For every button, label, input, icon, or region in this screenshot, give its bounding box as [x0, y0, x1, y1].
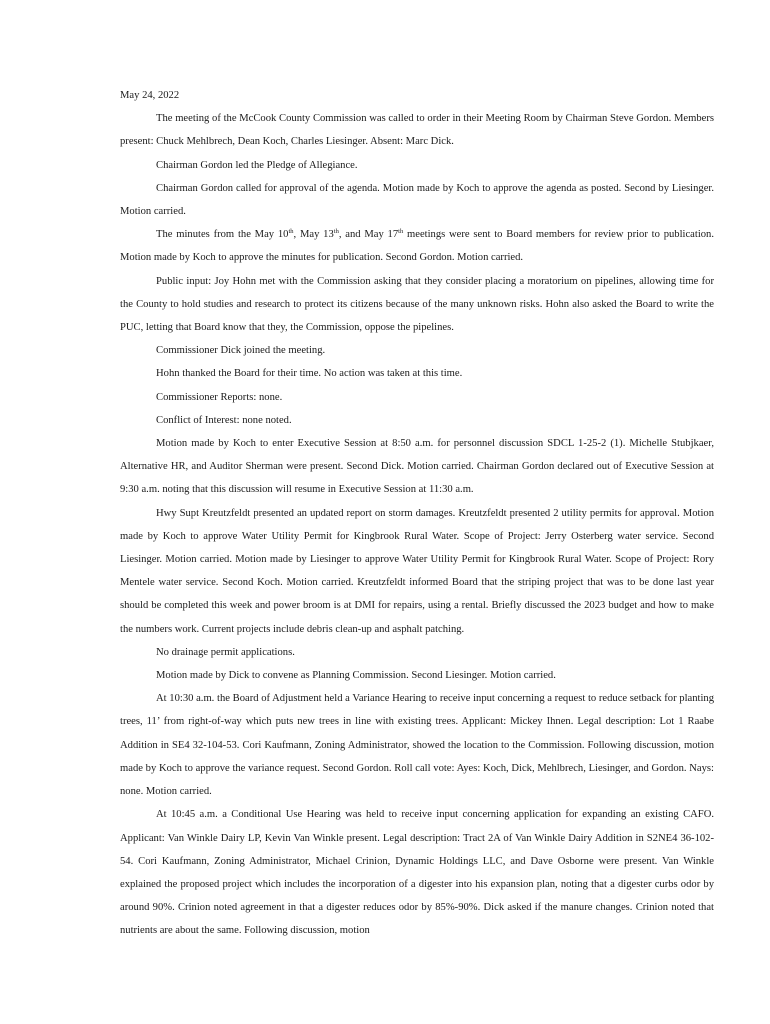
paragraph-planning-commission: Motion made by Dick to convene as Planning Commission. Second Liesinger. Motion carried. — [156, 670, 556, 682]
paragraph-executive-session: Motion made by Koch to enter Executive Session at 8:50 a.m. for personnel discussion SDCL 1-25-2 (1). Michelle Stubjkaer, Alternative HR, and Auditor Sherman were present. Second Dick. Motion carried. Chairman Gordon declared out of Executive Session at 9:30 a.m. noting that this discussion will resume in Executive Session at 11:30 a.m. — [120, 438, 714, 496]
paragraph-minutes — [120, 223, 714, 269]
minutes-text-b: , May 13 — [293, 229, 334, 241]
paragraph-hohn-thanked: Hohn thanked the Board for their time. No action was taken at this time. — [156, 368, 463, 380]
document-page — [120, 84, 714, 943]
paragraph-conflict-of-interest: Conflict of Interest: none noted. — [156, 414, 292, 426]
minutes-sup-b: th — [333, 227, 339, 235]
paragraph-highway-report: Hwy Supt Kreutzfeldt presented an updated report on storm damages. Kreutzfeldt presented 2 utility permits for approval. Motion made by Koch to approve Water Utility Permit for Kingbrook Rural Water. Scope of Project: Jerry Osterberg water service. Second Liesinger. Motion carried. Motion made by Liesinger to approve Water Utility Permit for Kingbrook Rural Water. Scope of Project: Rory Mentele water service. Second Koch. Motion carried. Kreutzfeldt informed Board that the striping project that was to be done last year should be completed this week and power broom is at DMI for repairs, using a rental. Briefly discussed the 2023 budget and how to make the numbers work. Current projects include debris clean-up and asphalt patching. — [120, 507, 714, 635]
meeting-date: May 24, 2022 — [120, 90, 180, 101]
minutes-text-d: meetings were sent to Board members for review prior to publication. Motion made by Koch to approve the minutes for publication. Second Gordon. Motion carried. — [120, 229, 714, 264]
minutes-text-a: The minutes from the May 10 — [156, 229, 289, 241]
minutes-sup-a: th — [288, 227, 294, 235]
paragraph-dick-joined: Commissioner Dick joined the meeting. — [156, 345, 326, 357]
paragraph-drainage-permits: No drainage permit applications. — [156, 646, 295, 658]
paragraph-commissioner-reports: Commissioner Reports: none. — [156, 391, 283, 403]
paragraph-agenda: Chairman Gordon called for approval of the agenda. Motion made by Koch to approve the agenda as posted. Second by Liesinger. Motion carried. — [120, 182, 714, 218]
paragraph-call-to-order: The meeting of the McCook County Commission was called to order in their Meeting Room by Chairman Steve Gordon. Members present: Chuck Mehlbrech, Dean Koch, Charles Liesinger. Absent: Marc Dick. — [120, 113, 714, 148]
minutes-text-c: , and May 17 — [338, 229, 399, 241]
paragraph-conditional-use-hearing: At 10:45 a.m. a Conditional Use Hearing was held to receive input concerning application for expanding an existing CAFO. Applicant: Van Winkle Dairy LP, Kevin Van Winkle present. Legal description: Tract 2A of Van Winkle Dairy Addition in S2NE4 36-102-54. Cori Kaufmann, Zoning Administrator, Michael Crinion, Dynamic Holdings LLC, and Dave Osborne were present. Van Winkle explained the proposed project which includes the incorporation of a digester into his expansion plan, noting that a digester curbs odor by around 90%. Crinion noted agreement in that a digester reduces odor by 85%-90%. Dick asked if the manure changes. Crinion noted that nutrients are about the same. Following discussion, motion — [120, 809, 714, 937]
paragraph-pledge: Chairman Gordon led the Pledge of Allegiance. — [156, 159, 358, 171]
paragraph-variance-hearing: At 10:30 a.m. the Board of Adjustment held a Variance Hearing to receive input concerning a request to reduce setback for planting trees, 11’ from right-of-way which puts new trees in line with existing trees. Applicant: Mickey Ihnen. Legal description: Lot 1 Raabe Addition in SE4 32-104-53. Cori Kaufmann, Zoning Administrator, showed the location to the Commission. Following discussion, motion made by Koch to approve the variance request. Second Gordon. Roll call vote: Ayes: Koch, Dick, Mehlbrech, Liesinger, and Gordon. Nays: none. Motion carried. — [120, 693, 714, 798]
minutes-sup-c: th — [398, 227, 404, 235]
paragraph-public-input: Public input: Joy Hohn met with the Commission asking that they consider placing a moratorium on pipelines, allowing time for the County to hold studies and research to protect its citizens because of the many unknown risks. Hohn also asked the Board to write the PUC, letting that Board know that they, the Commission, oppose the pipelines. — [120, 275, 714, 334]
